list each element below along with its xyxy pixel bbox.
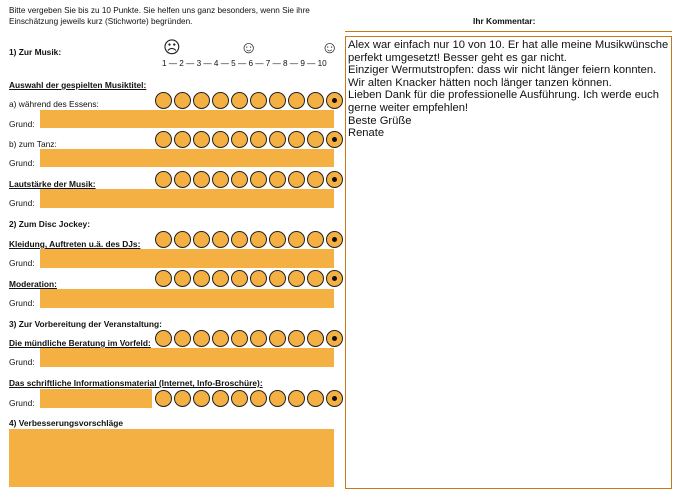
rating-radio-7[interactable] bbox=[269, 231, 286, 248]
label-essen: a) während des Essens: bbox=[9, 99, 99, 109]
grund-input-lautstaerke[interactable] bbox=[40, 189, 334, 208]
grund-input-moderation[interactable] bbox=[40, 289, 334, 308]
grund-input-tanz[interactable] bbox=[40, 149, 334, 167]
grund-label: Grund: bbox=[9, 158, 35, 168]
rating-radio-4[interactable] bbox=[212, 270, 229, 287]
rating-radio-3[interactable] bbox=[193, 92, 210, 109]
rating-radio-7[interactable] bbox=[269, 330, 286, 347]
rating-radio-7[interactable] bbox=[269, 171, 286, 188]
scale-numbers: 1 — 2 — 3 — 4 — 5 — 6 — 7 — 8 — 9 — 10 bbox=[162, 59, 327, 68]
rating-radio-9[interactable] bbox=[307, 231, 324, 248]
rating-radio-3[interactable] bbox=[193, 270, 210, 287]
rating-radio-8[interactable] bbox=[288, 231, 305, 248]
rating-radio-6[interactable] bbox=[250, 270, 267, 287]
rating-radio-2[interactable] bbox=[174, 92, 191, 109]
rating-radio-3[interactable] bbox=[193, 171, 210, 188]
happy-face-icon: ☺ bbox=[321, 38, 339, 57]
label-kleidung: Kleidung, Auftreten u.ä. des DJs: bbox=[9, 239, 141, 249]
rating-radio-8[interactable] bbox=[288, 171, 305, 188]
rating-radio-4[interactable] bbox=[212, 92, 229, 109]
rating-radio-1[interactable] bbox=[155, 92, 172, 109]
section-dj: 2) Zum Disc Jockey: bbox=[9, 219, 90, 229]
rating-radio-1[interactable] bbox=[155, 231, 172, 248]
rating-essen bbox=[155, 92, 343, 109]
rating-radio-2[interactable] bbox=[174, 330, 191, 347]
rating-radio-5[interactable] bbox=[231, 131, 248, 148]
rating-radio-6[interactable] bbox=[250, 92, 267, 109]
grund-label: Grund: bbox=[9, 198, 35, 208]
sad-face-icon: ☹ bbox=[163, 38, 181, 57]
rating-radio-2[interactable] bbox=[174, 270, 191, 287]
rating-radio-5[interactable] bbox=[231, 330, 248, 347]
rating-radio-2[interactable] bbox=[174, 171, 191, 188]
rating-radio-7[interactable] bbox=[269, 270, 286, 287]
rating-radio-4[interactable] bbox=[212, 330, 229, 347]
comment-textarea[interactable]: Alex war einfach nur 10 von 10. Er hat alle meine Musikwünsche perfekt umgesetzt! Besser geht es gar nicht. Einziger Wermutstropfen: dass wir nicht länger feiern konnten. Wir alten Knacker hätten noch länger tanzen können. Lieben Dank für die professionelle Ausführung. Ich werde euch gerne weiter empfehlen! Beste Grüße Renate bbox=[345, 36, 672, 489]
rating-material bbox=[155, 390, 343, 407]
rating-radio-5[interactable] bbox=[231, 171, 248, 188]
rating-radio-9[interactable] bbox=[307, 92, 324, 109]
rating-radio-8[interactable] bbox=[288, 390, 305, 407]
rating-kleidung bbox=[155, 231, 343, 248]
rating-radio-6[interactable] bbox=[250, 171, 267, 188]
grund-label: Grund: bbox=[9, 119, 35, 129]
neutral-face-icon: ☺ bbox=[240, 38, 258, 57]
label-moderation: Moderation: bbox=[9, 279, 57, 289]
rating-radio-3[interactable] bbox=[193, 131, 210, 148]
rating-radio-10[interactable] bbox=[326, 270, 343, 287]
comment-title: Ihr Kommentar: bbox=[473, 16, 536, 26]
rating-radio-8[interactable] bbox=[288, 131, 305, 148]
rating-radio-2[interactable] bbox=[174, 231, 191, 248]
rating-radio-6[interactable] bbox=[250, 390, 267, 407]
rating-radio-5[interactable] bbox=[231, 231, 248, 248]
section-verbesserung: 4) Verbesserungsvorschläge bbox=[9, 418, 124, 428]
section-musik: 1) Zur Musik: bbox=[9, 47, 62, 57]
rating-radio-1[interactable] bbox=[155, 171, 172, 188]
rating-radio-9[interactable] bbox=[307, 270, 324, 287]
rating-radio-10[interactable] bbox=[326, 231, 343, 248]
grund-input-beratung[interactable] bbox=[40, 348, 334, 367]
rating-radio-6[interactable] bbox=[250, 131, 267, 148]
rating-radio-2[interactable] bbox=[174, 390, 191, 407]
grund-label: Grund: bbox=[9, 357, 35, 367]
label-tanz: b) zum Tanz: bbox=[9, 139, 57, 149]
rating-radio-4[interactable] bbox=[212, 131, 229, 148]
rating-radio-1[interactable] bbox=[155, 270, 172, 287]
rating-radio-4[interactable] bbox=[212, 231, 229, 248]
rating-radio-8[interactable] bbox=[288, 270, 305, 287]
rating-radio-9[interactable] bbox=[307, 330, 324, 347]
rating-radio-10[interactable] bbox=[326, 92, 343, 109]
rating-radio-1[interactable] bbox=[155, 330, 172, 347]
label-beratung: Die mündliche Beratung im Vorfeld: bbox=[9, 338, 151, 348]
rating-radio-8[interactable] bbox=[288, 330, 305, 347]
rating-radio-7[interactable] bbox=[269, 92, 286, 109]
rating-radio-1[interactable] bbox=[155, 390, 172, 407]
intro-text: Bitte vergeben Sie bis zu 10 Punkte. Sie helfen uns ganz besonders, wenn Sie ihre Einschätzung jeweils kurz (Stichworte) begründen. bbox=[9, 6, 310, 26]
rating-radio-10[interactable] bbox=[326, 131, 343, 148]
rating-radio-3[interactable] bbox=[193, 330, 210, 347]
rating-radio-5[interactable] bbox=[231, 92, 248, 109]
rating-radio-2[interactable] bbox=[174, 131, 191, 148]
rating-radio-1[interactable] bbox=[155, 131, 172, 148]
label-musiktitel: Auswahl der gespielten Musiktitel: bbox=[9, 80, 147, 90]
rating-radio-7[interactable] bbox=[269, 390, 286, 407]
rating-radio-5[interactable] bbox=[231, 390, 248, 407]
rating-beratung bbox=[155, 330, 343, 347]
rating-radio-10[interactable] bbox=[326, 390, 343, 407]
rating-tanz bbox=[155, 131, 343, 148]
rating-radio-9[interactable] bbox=[307, 390, 324, 407]
grund-input-essen[interactable] bbox=[40, 110, 334, 128]
rating-moderation bbox=[155, 270, 343, 287]
label-lautstaerke: Lautstärke der Musik: bbox=[9, 179, 96, 189]
grund-input-kleidung[interactable] bbox=[40, 249, 334, 268]
grund-label: Grund: bbox=[9, 298, 35, 308]
section-vorbereitung: 3) Zur Vorbereitung der Veranstaltung: bbox=[9, 319, 162, 329]
rating-radio-6[interactable] bbox=[250, 330, 267, 347]
rating-radio-10[interactable] bbox=[326, 330, 343, 347]
verbesserung-textarea[interactable] bbox=[9, 429, 334, 487]
grund-label: Grund: bbox=[9, 258, 35, 268]
rating-radio-9[interactable] bbox=[307, 171, 324, 188]
rating-radio-4[interactable] bbox=[212, 171, 229, 188]
rating-radio-7[interactable] bbox=[269, 131, 286, 148]
rating-radio-5[interactable] bbox=[231, 270, 248, 287]
rating-radio-6[interactable] bbox=[250, 231, 267, 248]
rating-radio-9[interactable] bbox=[307, 131, 324, 148]
rating-radio-8[interactable] bbox=[288, 92, 305, 109]
grund-input-material[interactable] bbox=[40, 389, 152, 408]
rating-radio-3[interactable] bbox=[193, 231, 210, 248]
rating-lautstaerke bbox=[155, 171, 343, 188]
label-material: Das schriftliche Informationsmaterial (Internet, Info-Broschüre): bbox=[9, 378, 263, 388]
rating-radio-3[interactable] bbox=[193, 390, 210, 407]
grund-label: Grund: bbox=[9, 398, 35, 408]
rating-radio-10[interactable] bbox=[326, 171, 343, 188]
rating-radio-4[interactable] bbox=[212, 390, 229, 407]
